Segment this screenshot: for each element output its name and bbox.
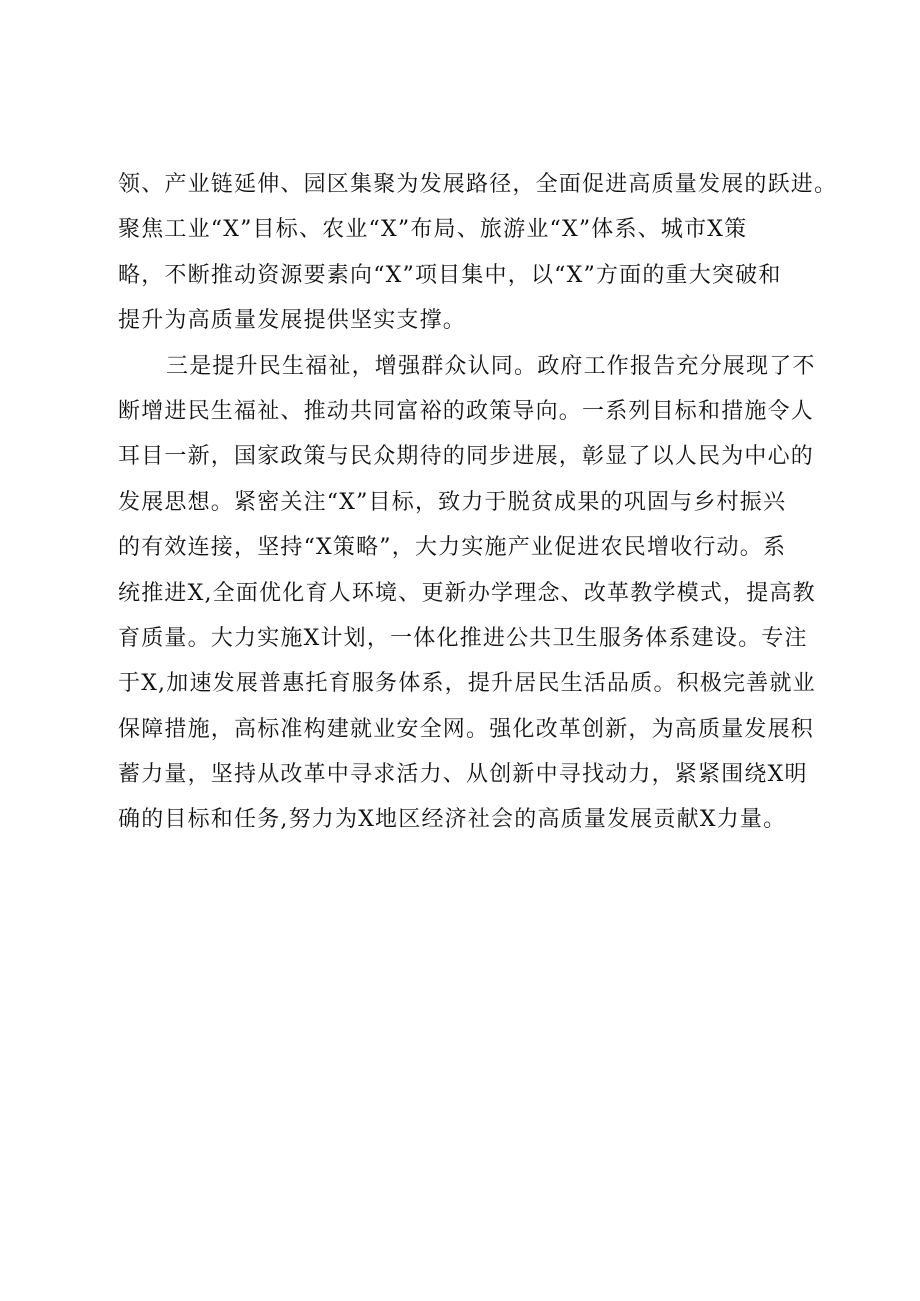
text-line: 提升为高质量发展提供坚实支撑。 [118,308,467,334]
text-line: 统推进X,全面优化育人环境、更新办学理念、改革教学模式，提高教 [118,580,816,606]
paragraph-1 [118,162,838,344]
text-line: 领、产业链延伸、园区集聚为发展路径，全面促进高质量发展的跃进。 [118,172,838,197]
text-line: 的有效连接，坚持“X策略”，大力实施产业促进农民增收行动。系 [118,535,787,561]
text-line: 聚焦工业“X”目标、农业“X”布局、旅游业“X”体系、城市X策 [118,217,748,243]
text-line: 断增进民生福祉、推动共同富裕的政策导向。一系列目标和措施令人 [118,398,815,424]
text-line: 确的目标和任务,努力为X地区经济社会的高质量发展贡献X力量。 [118,807,787,833]
text-line: 保障措施，高标准构建就业安全网。强化改革创新，为高质量发展积 [118,716,815,742]
text-line: 耳目一新，国家政策与民众期待的同步进展，彰显了以人民为中心的 [118,444,815,470]
text-line: 发展思想。紧密关注“X”目标，致力于脱贫成果的巩固与乡村振兴 [118,489,787,515]
text-line: 于X,加速发展普惠托育服务体系，提升居民生活品质。积极完善就业 [118,671,816,697]
paragraph-2 [118,344,838,843]
text-line: 育质量。大力实施X计划，一体化推进公共卫生服务体系建设。专注 [118,625,808,651]
text-line: 略，不断推动资源要素向“X”项目集中，以“X”方面的重大突破和 [118,262,782,288]
text-line: 三是提升民生福祉，增强群众认同。政府工作报告充分展现了不 [166,353,816,379]
document-body [118,162,838,843]
text-line: 蓄力量，坚持从改革中寻求活力、从创新中寻找动力，紧紧围绕X明 [118,762,808,788]
